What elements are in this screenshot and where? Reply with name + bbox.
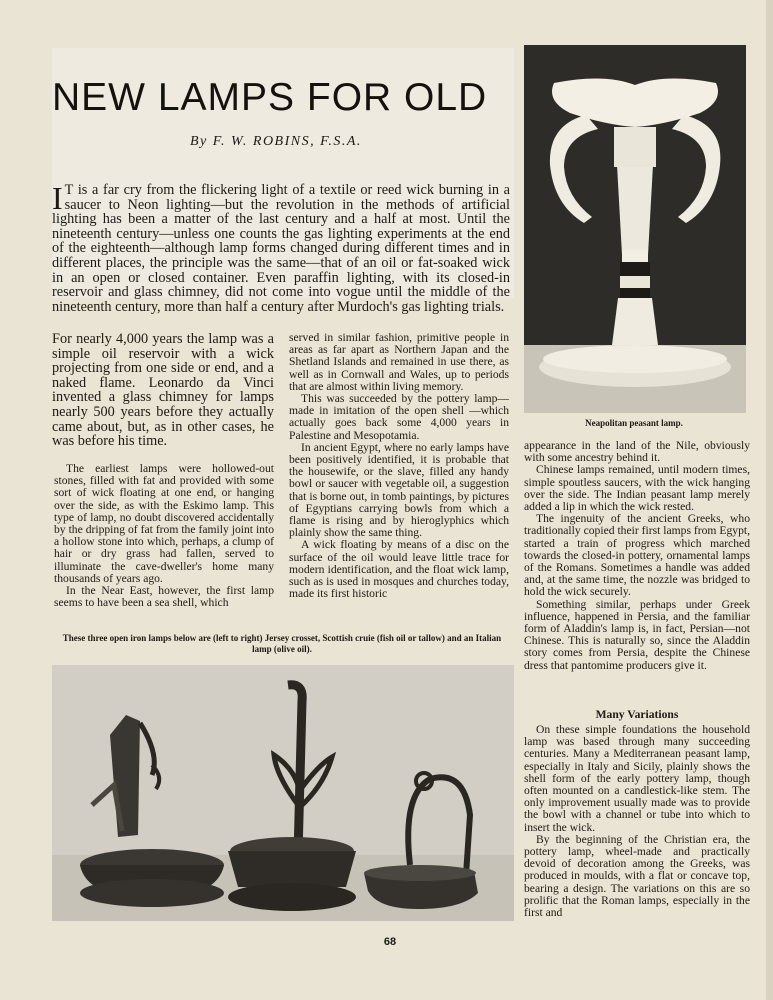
column-middle — [289, 332, 509, 600]
lead-text: T is a far cry from the flickering light of a textile or reed wick burning in a saucer to Neon lighting—but the revolution in the methods of artificial lighting has been a matter of the last century and a half at most. Until the nineteenth century—unless one counts the gas lighting experiments at the end of the eighteenth—although lamp forms changed during different times and in different places, the principle was the same—that of an oil or fat-soaked wick in an open or closed container. Even paraffin lighting, with its closed-in reservoir and glass chimney, did not come into vogue until the middle of the nineteenth century, more than half a century after Murdoch's gas lighting trials. — [52, 182, 510, 315]
paragraph: In ancient Egypt, where no early lamps have been positively identified, it is probable that the housewife, or the slave, filled any handy bowl or saucer with vegetable oil, a suggestion that is borne out, in tomb paintings, by pictures of Egyptians carrying bowls from which a flame is rising and by hieroglyphics which plainly show the same thing. — [289, 440, 509, 540]
paragraph: The earliest lamps were hollowed-out stones, filled with fat and provided with some sort of wick floating at one end, or hanging over the side, as with the Eskimo lamp. This type of lamp, no doubt discovered accidentally by the dripping of fat from the family joint into a hollow stone into which, perhaps, a clump of hair or dry grass had fallen, served to illuminate the cave-dweller's home many thousands of years ago. — [54, 462, 274, 585]
paragraph: In the Near East, however, the first lamp seems to have been a sea shell, which — [54, 584, 274, 610]
right-photo-caption: Neapolitan peasant lamp. — [585, 418, 683, 428]
drop-cap: I — [52, 180, 63, 216]
paragraph: A wick floating by means of a disc on the surface of the oil would leave little trace for modern identification, and the float wick lamp, such as is used in mosques and churches today, made its first historic — [289, 538, 509, 601]
page-edge — [766, 0, 773, 1000]
page-number: 68 — [383, 936, 397, 948]
article-byline: By F. W. ROBINS, F.S.A. — [190, 134, 362, 149]
article-title: NEW LAMPS FOR OLD — [52, 76, 488, 119]
section-heading: Many Variations — [595, 708, 679, 721]
paragraph: On these simple foundations the household lamp was based through many succeeding centuries. Many a Mediterranean peasant lamp, especially in Italy and Sicily, plainly shows the shell form of the early pottery lamp, though often mounted on a candlestick-like stem. The only improvement usually made was to provide the bowl with a channel or tube into which to insert the wick. — [524, 723, 750, 834]
neapolitan-lamp-photo — [524, 45, 746, 413]
column-left — [54, 463, 274, 609]
paragraph: Chinese lamps remained, until modern times, simple spoutless saucers, with the wick hanging over the side. The Indian peasant lamp merely added a lip in which the wick rested. — [524, 463, 750, 514]
column-right-lower — [524, 724, 750, 919]
column-right-upper — [524, 440, 750, 672]
paragraph: Something similar, perhaps under Greek influence, happened in Persia, and the familiar form of Aladdin's lamp is, in fact, Persian—not Chinese. This is naturally so, since the Aladdin story comes from Persia, despite the Chinese dress that pantomime producers give it. — [524, 597, 750, 672]
bottom-photo-caption: These three open iron lamps below are (left to right) Jersey crosset, Scottish cruie (fish oil or tallow) and an Italian lamp (olive oil). — [62, 633, 502, 654]
iron-lamps-photo — [52, 665, 514, 921]
paragraph: By the beginning of the Christian era, the pottery lamp, wheel-made and practically devoid of decoration among the Greeks, was produced in moulds, with a flat or concave top, bearing a design. The variations on this are so prolific that the Roman lamps, especially in the first and — [524, 832, 750, 920]
paragraph: The ingenuity of the ancient Greeks, who traditionally copied their first lamps from Egypt, started a train of progress which marched towards the closed-in pottery, ornamental lamps of the Romans. Sometimes a handle was added and, at the same time, the nozzle was bridged to hold the wick securely. — [524, 512, 750, 599]
lead-paragraph — [52, 180, 510, 315]
paragraph: served in similar fashion, primitive people in areas as far apart as Northern Japan and the Shetland Islands and remained in use there, as well as in Cornwall and Wales, up to periods that are almost within living memory. — [289, 331, 509, 393]
paragraph: appearance in the land of the Nile, obviously with some ancestry behind it. — [524, 439, 750, 465]
paragraph: This was succeeded by the pottery lamp—made in imitation of the open shell —which actually goes back some 4,000 years in Palestine and Mesopotamia. — [289, 392, 509, 442]
large-paragraph: For nearly 4,000 years the lamp was a simple oil reservoir with a wick projecting from one side or end, and a naked flame. Leonardo da Vinci invented a glass chimney for lamps nearly 500 years before they actually came about, but, as in other cases, he was before his time. — [52, 331, 274, 450]
